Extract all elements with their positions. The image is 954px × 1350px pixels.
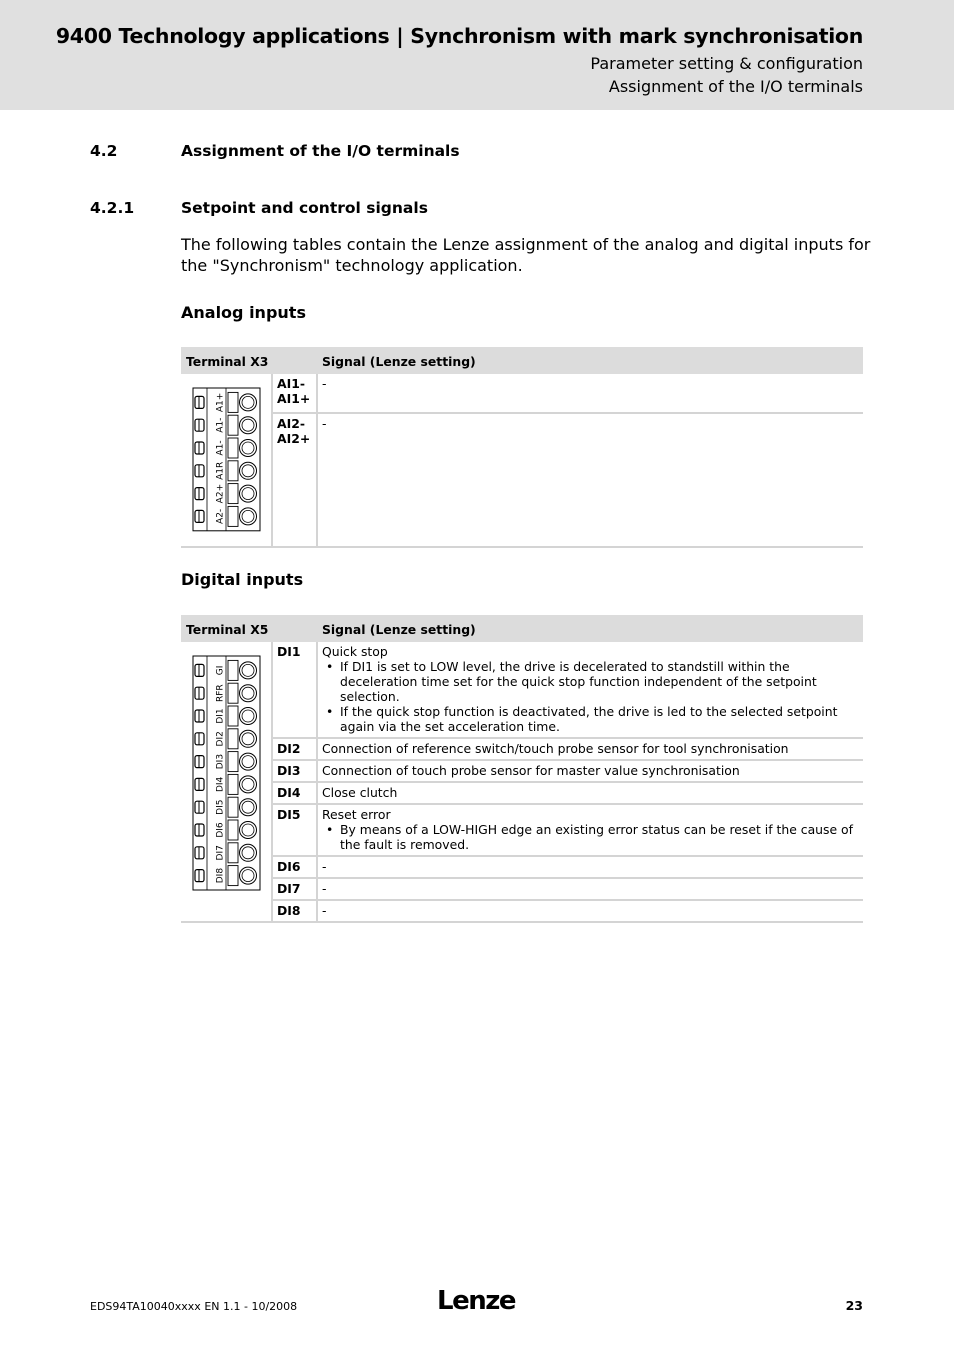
terminal-strip-x3-icon	[192, 387, 262, 532]
section-number: 4.2	[90, 142, 118, 160]
subsection-number: 4.2.1	[90, 199, 135, 217]
terminal-slot	[228, 438, 238, 458]
signal-cell: -	[317, 374, 863, 413]
terminal-screw-inner	[242, 419, 254, 431]
terminal-cell: DI2	[272, 738, 317, 760]
signal-cell: Connection of touch probe sensor for master value synchronisation	[317, 760, 863, 782]
terminal-pin-label: DI3	[215, 753, 226, 770]
terminal-column-header: Terminal X3	[181, 347, 317, 374]
terminal-screw-inner	[242, 733, 254, 745]
terminal-slot	[228, 506, 238, 526]
terminal-screw-inner	[242, 778, 254, 790]
terminal-pin-label: A2+	[215, 483, 226, 504]
bullet-item: • If DI1 is set to LOW level, the drive is decelerated to standstill within the deceleration time set for the quick stop function independent of the setpoint selection.	[340, 659, 859, 704]
signal-cell: Connection of reference switch/touch probe sensor for tool synchronisation	[317, 738, 863, 760]
terminal-screw-inner	[242, 465, 254, 477]
terminal-screw-inner	[242, 396, 254, 408]
terminal-screw-inner	[242, 442, 254, 454]
signal-text: Reset error	[322, 807, 391, 822]
terminal-pin-label: RFR	[215, 684, 226, 703]
terminal-slot	[228, 820, 238, 840]
terminal-label: AI2+	[277, 431, 311, 446]
signal-cell: Close clutch	[317, 782, 863, 804]
terminal-cell: DI1	[272, 642, 317, 738]
terminal-pin-label: A1-	[215, 440, 226, 456]
table-row	[181, 878, 863, 900]
terminal-slot	[228, 706, 238, 726]
terminal-screw-inner	[242, 801, 254, 813]
section-subtitle: Assignment of the I/O terminals	[608, 77, 863, 96]
terminal-pin-label: DI5	[215, 799, 226, 815]
terminal-cell	[272, 413, 317, 547]
table-row	[181, 738, 863, 760]
terminal-slot	[228, 752, 238, 772]
terminal-pin-label: A1+	[215, 392, 226, 413]
document-title: 9400 Technology applications | Synchronism with mark synchronisation	[55, 24, 863, 48]
terminal-cell: DI3	[272, 760, 317, 782]
terminal-slot	[228, 774, 238, 794]
terminal-screw-inner	[242, 756, 254, 768]
terminal-slot	[228, 729, 238, 749]
terminal-slot	[228, 866, 238, 886]
terminal-screw-inner	[242, 687, 254, 699]
terminal-pin-label: DI4	[215, 776, 226, 793]
terminal-slot	[228, 392, 238, 412]
terminal-pin-label: A2-	[215, 508, 226, 524]
terminal-pin-label: DI6	[215, 822, 226, 838]
terminal-cell: DI5	[272, 804, 317, 856]
lenze-logo-icon	[437, 1286, 517, 1314]
terminal-label: AI1+	[277, 391, 311, 406]
terminal-screw-inner	[242, 847, 254, 859]
signal-bullets	[322, 659, 859, 734]
terminal-x5-image	[181, 642, 272, 922]
signal-text: Quick stop	[322, 644, 388, 659]
terminal-screw-inner	[242, 664, 254, 676]
chapter-subtitle: Parameter setting & configuration	[590, 54, 863, 73]
table-row	[181, 900, 863, 922]
terminal-screw-inner	[242, 824, 254, 836]
terminal-label: AI2-	[277, 416, 305, 431]
page-number: 23	[845, 1298, 863, 1313]
terminal-label: AI1-	[277, 376, 305, 391]
terminal-slot	[228, 843, 238, 863]
terminal-cell	[272, 374, 317, 413]
bullet-item: • By means of a LOW-HIGH edge an existing error status can be reset if the cause of the fault is removed.	[340, 822, 859, 852]
terminal-slot	[228, 660, 238, 680]
terminal-slot	[228, 797, 238, 817]
signal-column-header: Signal (Lenze setting)	[317, 615, 863, 642]
digital-inputs-heading: Digital inputs	[181, 570, 304, 589]
signal-cell: -	[317, 900, 863, 922]
digital-inputs-table	[181, 615, 863, 923]
analog-inputs-table	[181, 347, 863, 548]
signal-bullets	[322, 822, 859, 852]
terminal-x3-image	[181, 374, 272, 547]
terminal-cell: DI7	[272, 878, 317, 900]
terminal-pin-label: GI	[215, 665, 226, 676]
terminal-cell: DI8	[272, 900, 317, 922]
table-row	[181, 413, 863, 547]
terminal-slot	[228, 415, 238, 435]
table-row	[181, 782, 863, 804]
section-title: Assignment of the I/O terminals	[181, 142, 460, 160]
page-header	[0, 0, 954, 110]
intro-paragraph: The following tables contain the Lenze assignment of the analog and digital inputs for the "Synchronism" technology application.	[181, 235, 871, 275]
bullet-item: • If the quick stop function is deactivated, the drive is led to the selected setpoint again via the set acceleration time.	[340, 704, 859, 734]
signal-cell: -	[317, 878, 863, 900]
terminal-screw-inner	[242, 870, 254, 882]
terminal-screw-inner	[242, 710, 254, 722]
terminal-slot	[228, 683, 238, 703]
terminal-slot	[228, 484, 238, 504]
signal-cell	[317, 642, 863, 738]
terminal-pin-label: DI2	[215, 731, 226, 747]
subsection-title: Setpoint and control signals	[181, 199, 428, 217]
analog-inputs-heading: Analog inputs	[181, 303, 306, 322]
terminal-pin-label: DI1	[215, 708, 226, 724]
signal-cell: -	[317, 413, 863, 547]
table-header-row	[181, 615, 863, 642]
signal-cell: -	[317, 856, 863, 878]
terminal-pin-label: A1-	[215, 417, 226, 433]
table-row	[181, 760, 863, 782]
table-row	[181, 374, 863, 413]
lenze-logo-text: Lenze	[437, 1286, 515, 1314]
terminal-cell: DI6	[272, 856, 317, 878]
terminal-pin-label: DI7	[215, 845, 226, 861]
terminal-pin-label: A1R	[215, 461, 226, 480]
table-row	[181, 642, 863, 738]
terminal-screw-inner	[242, 488, 254, 500]
document-id: EDS94TA10040xxxx EN 1.1 - 10/2008	[90, 1300, 298, 1313]
table-row	[181, 856, 863, 878]
table-row	[181, 804, 863, 856]
terminal-pin-label: DI8	[215, 867, 226, 884]
terminal-cell: DI4	[272, 782, 317, 804]
terminal-slot	[228, 461, 238, 481]
signal-cell	[317, 804, 863, 856]
signal-column-header: Signal (Lenze setting)	[317, 347, 863, 374]
table-header-row	[181, 347, 863, 374]
terminal-screw-inner	[242, 510, 254, 522]
terminal-column-header: Terminal X5	[181, 615, 317, 642]
terminal-strip-x5-icon	[192, 655, 262, 891]
